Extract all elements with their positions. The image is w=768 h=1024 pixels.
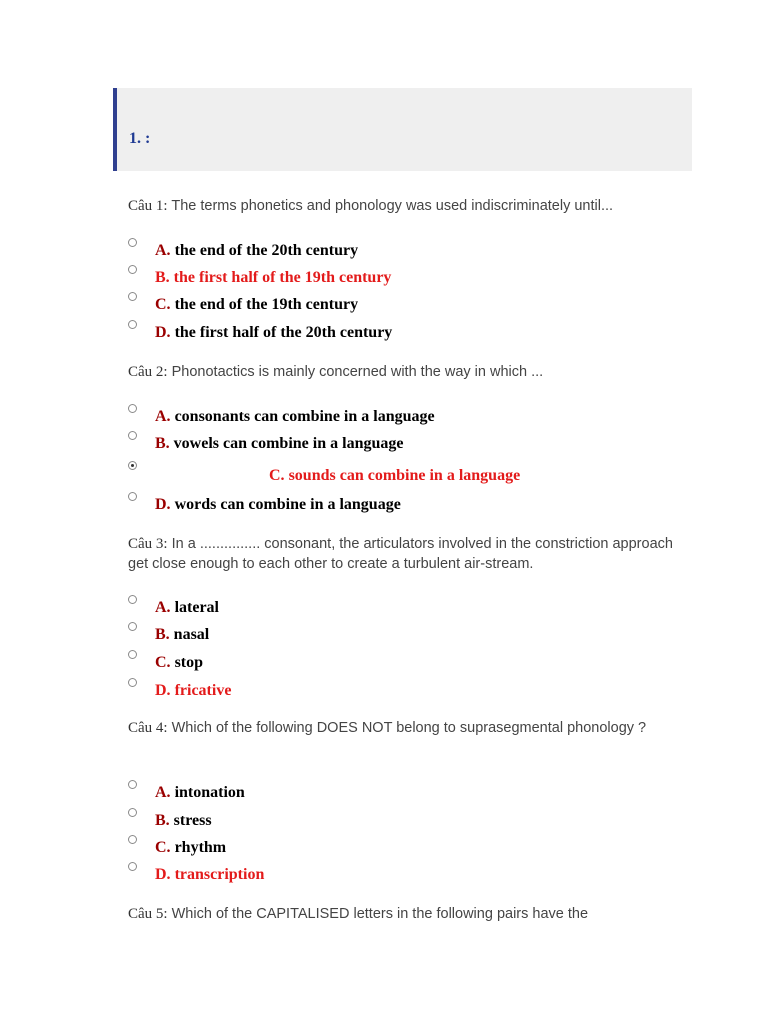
q1-option-a[interactable]: [128, 240, 648, 262]
q4-option-b[interactable]: [128, 810, 648, 832]
option-text: consonants can combine in a language: [174, 408, 435, 425]
radio-button[interactable]: [128, 678, 137, 687]
question-text: Which of the following DOES NOT belong to suprasegmental phonology ?: [171, 720, 647, 736]
radio-button[interactable]: [128, 492, 137, 501]
option-letter: C.: [155, 839, 171, 856]
q2-option-a[interactable]: [128, 406, 648, 428]
option-text: lateral: [174, 599, 219, 616]
radio-button[interactable]: [128, 835, 137, 844]
q2-option-b[interactable]: [128, 433, 648, 455]
radio-button[interactable]: [128, 431, 137, 440]
option-text: the end of the 20th century: [174, 242, 359, 259]
radio-button[interactable]: [128, 862, 137, 871]
option-letter: A.: [155, 242, 171, 259]
option-letter: B.: [155, 269, 170, 286]
option-letter: D.: [155, 682, 171, 699]
q3-option-a[interactable]: [128, 597, 648, 619]
radio-button[interactable]: [128, 808, 137, 817]
question-text: The terms phonetics and phonology was used indiscriminately until...: [171, 198, 614, 214]
option-text: the first half of the 19th century: [173, 269, 392, 286]
question-5: [128, 904, 688, 924]
question-4: [128, 718, 688, 738]
radio-button[interactable]: [128, 780, 137, 789]
question-label: Câu 2:: [128, 364, 168, 380]
radio-button[interactable]: [128, 265, 137, 274]
option-text: vowels can combine in a language: [173, 435, 404, 452]
q3-option-d[interactable]: [128, 680, 648, 702]
q2-option-d[interactable]: [128, 494, 648, 516]
question-2: [128, 362, 688, 382]
q2-option-c[interactable]: [128, 463, 648, 485]
radio-button[interactable]: [128, 622, 137, 631]
section-title: 1. :: [129, 130, 151, 147]
q1-option-d[interactable]: [128, 322, 648, 344]
option-text: nasal: [173, 626, 210, 643]
option-letter: B.: [155, 435, 170, 452]
question-text: In a ............... consonant, the articulators involved in the constriction approach get close enough to each other to create a turbulent air-stream.: [128, 536, 673, 572]
option-text: stop: [174, 654, 204, 671]
radio-button[interactable]: [128, 404, 137, 413]
q3-option-b[interactable]: [128, 624, 648, 646]
question-text: Which of the CAPITALISED letters in the following pairs have the: [171, 906, 589, 922]
option-letter: A.: [155, 599, 171, 616]
option-letter: B.: [155, 626, 170, 643]
option-letter: C.: [155, 296, 171, 313]
option-text: the first half of the 20th century: [174, 324, 393, 341]
question-label: Câu 5:: [128, 906, 168, 922]
option-text: stress: [173, 812, 212, 829]
radio-button[interactable]: [128, 292, 137, 301]
radio-button[interactable]: [128, 238, 137, 247]
option-text: transcription: [174, 866, 265, 883]
question-label: Câu 3:: [128, 536, 168, 552]
option-text: the end of the 19th century: [174, 296, 359, 313]
question-label: Câu 4:: [128, 720, 168, 736]
q4-option-a[interactable]: [128, 782, 648, 804]
option-letter: C.: [155, 654, 171, 671]
question-1: [128, 196, 688, 216]
section-header: [113, 88, 692, 171]
q4-option-d[interactable]: [128, 864, 648, 886]
radio-button[interactable]: [128, 650, 137, 659]
radio-button[interactable]: [128, 320, 137, 329]
question-text: Phonotactics is mainly concerned with the way in which ...: [171, 364, 544, 380]
option-text: sounds can combine in a language: [288, 467, 521, 484]
q1-option-b[interactable]: [128, 267, 648, 289]
q1-option-c[interactable]: [128, 294, 648, 316]
q3-option-c[interactable]: [128, 652, 648, 674]
radio-button-selected[interactable]: [128, 461, 137, 470]
option-letter: D.: [155, 866, 171, 883]
option-text: fricative: [174, 682, 232, 699]
option-text: rhythm: [174, 839, 227, 856]
option-letter: B.: [155, 812, 170, 829]
option-letter: C.: [269, 467, 285, 484]
question-3: [128, 534, 688, 574]
option-text: words can combine in a language: [174, 496, 401, 513]
radio-button[interactable]: [128, 595, 137, 604]
option-letter: D.: [155, 324, 171, 341]
option-text: intonation: [174, 784, 245, 801]
question-label: Câu 1:: [128, 198, 168, 214]
option-letter: A.: [155, 784, 171, 801]
option-letter: A.: [155, 408, 171, 425]
q4-option-c[interactable]: [128, 837, 648, 859]
option-letter: D.: [155, 496, 171, 513]
